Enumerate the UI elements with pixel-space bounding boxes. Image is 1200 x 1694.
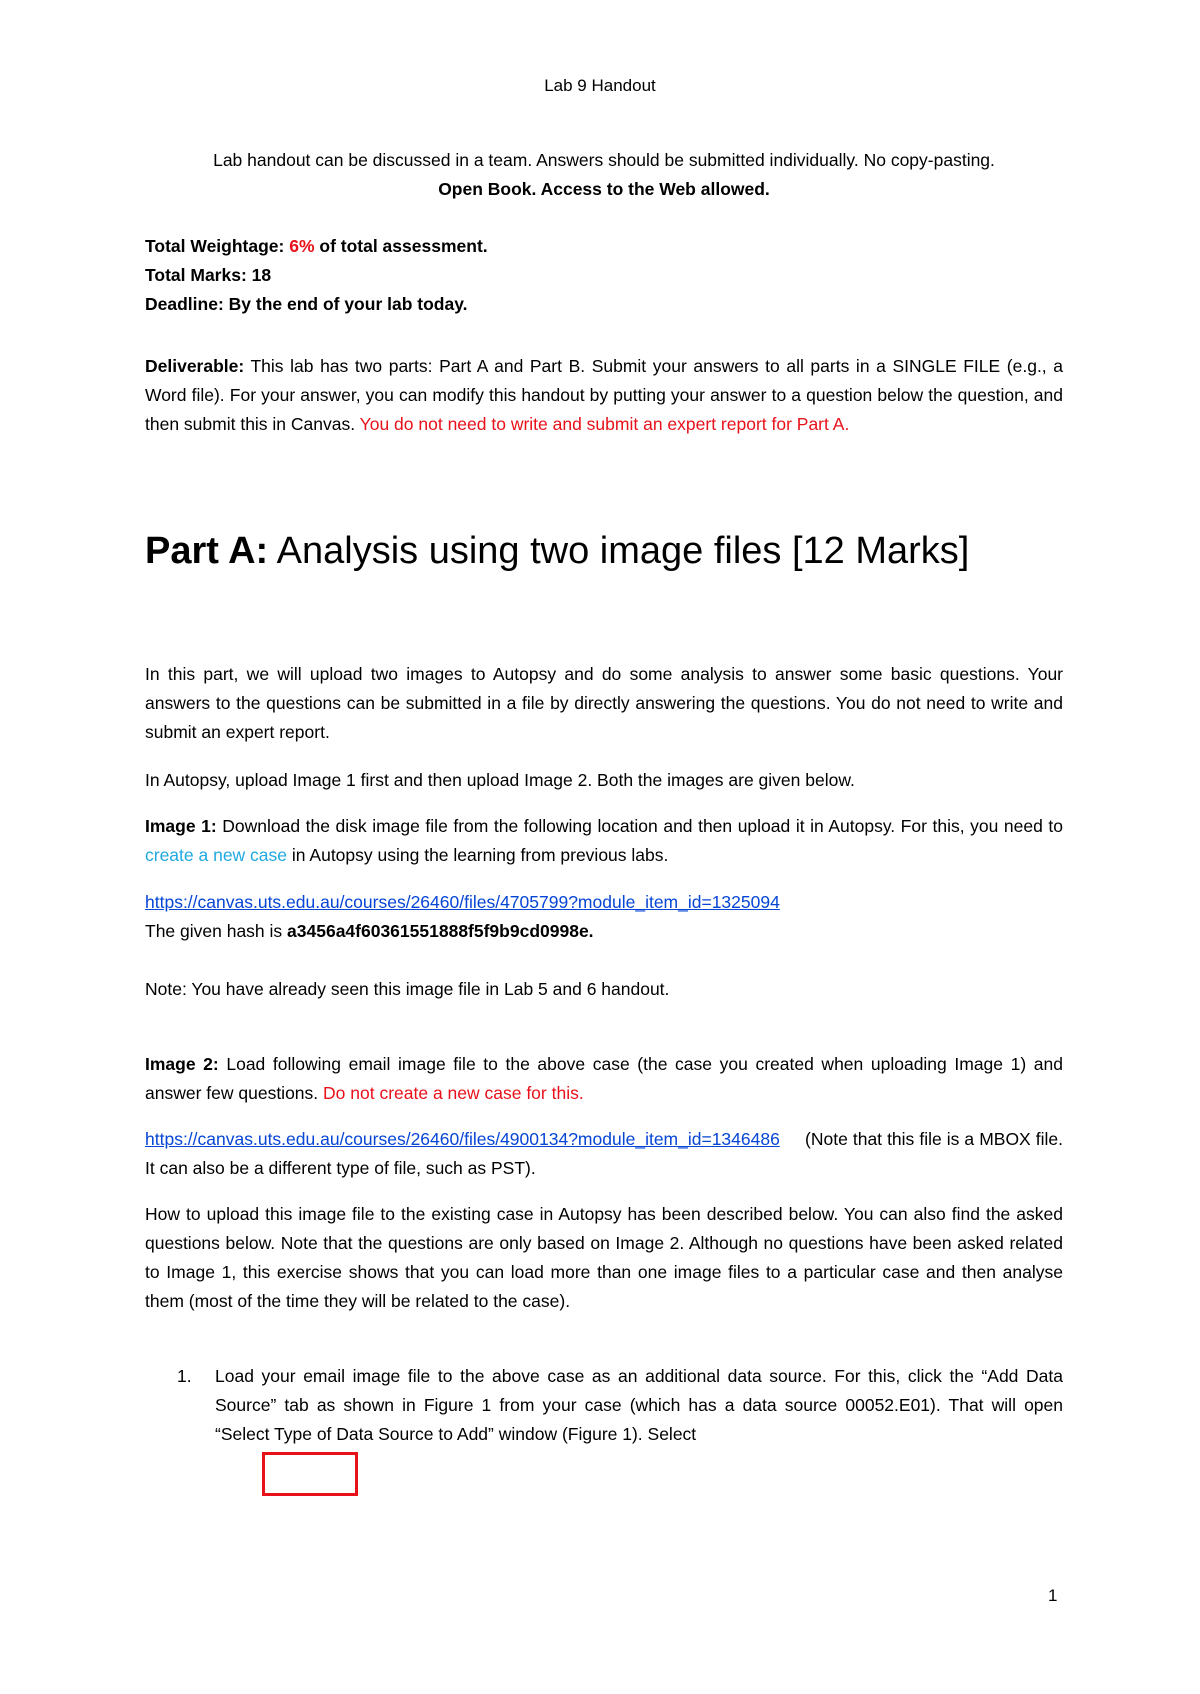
image2-text1: Load following email image file to the above case (the case you created when uploading Image 1) and answer few questions. [145, 1054, 1063, 1103]
part-a-label: Part A: [145, 530, 269, 572]
intro-block [145, 146, 1063, 204]
highlight-box [262, 1452, 358, 1496]
image2-block [145, 1050, 1063, 1108]
image1-text2: in Autopsy using the learning from previous labs. [287, 845, 669, 865]
part-a-heading [145, 520, 1063, 582]
image2-label: Image 2: [145, 1054, 219, 1074]
create-case-link[interactable]: create a new case [145, 845, 288, 865]
image1-url-block [145, 888, 1063, 946]
part-a-para2: In Autopsy, upload Image 1 first and then upload Image 2. Both the images are given below. [145, 770, 855, 790]
image2-para-block [145, 1200, 1063, 1316]
meta-block [145, 232, 1063, 319]
image1-note-block [145, 975, 1063, 1004]
intro-line: Lab handout can be discussed in a team. Answers should be submitted individually. No copy-pasting. [213, 150, 995, 170]
deliverable-text: This lab has two parts: Part A and Part B. Submit your answers to all parts in a SINGLE FILE (e.g., a Word file). For your answer, you can modify this handout by putting your answer to a question below the question, and then submit this in Canvas. [145, 356, 1063, 434]
image2-url-block [145, 1125, 1063, 1183]
part-a-para2-block [145, 766, 1063, 795]
image2-url-link[interactable]: https://canvas.uts.edu.au/courses/26460/files/4900134?module_item_id=1346486 [145, 1129, 780, 1149]
deliverable-warning: You do not need to write and submit an expert report for Part A. [359, 414, 850, 434]
weightage-label: Total Weightage: [145, 236, 290, 256]
image1-url-link[interactable]: https://canvas.uts.edu.au/courses/26460/files/4705799?module_item_id=1325094 [145, 892, 780, 912]
step-number: 1. [177, 1366, 192, 1386]
step-item [177, 1362, 1063, 1449]
hash-prefix: The given hash is [145, 921, 288, 941]
part-a-intro [145, 660, 1063, 747]
deliverable-block [145, 352, 1063, 439]
image2-warning: Do not create a new case for this. [323, 1083, 584, 1103]
image1-text1: Download the disk image file from the following location and then upload it in Autopsy. For this, you need to [216, 816, 1064, 836]
part-a-title: Analysis using two image files [12 Marks] [268, 530, 970, 572]
image2-url-note: (Note that this file is a MBOX file. It can also be a different type of file, such as PST). [145, 1129, 1063, 1178]
image1-block [145, 812, 1063, 870]
deadline: Deadline: By the end of your lab today. [145, 294, 468, 314]
intro-open-book: Open Book. Access to the Web allowed. [438, 179, 770, 199]
image2-para: How to upload this image file to the existing case in Autopsy has been described below. You can also find the asked questions below. Note that the questions are only based on Image 2. Although no questions have been asked related to Image 1, this exercise shows that you can load more than one image files to a particular case and then analyse them (most of the time they will be related to the case). [145, 1204, 1063, 1311]
weightage-suffix: of total assessment. [314, 236, 488, 256]
image1-label: Image 1: [145, 816, 217, 836]
step-text: Load your email image file to the above case as an additional data source. For this, click the “Add Data Source” tab as shown in Figure 1 from your case (which has a data source 00052.E01). That will open “Select Type of Data Source to Add” window (Figure 1). Select [215, 1366, 1063, 1444]
total-marks: Total Marks: 18 [145, 265, 272, 285]
weightage-value: 6% [289, 236, 315, 256]
page-header: Lab 9 Handout [544, 76, 656, 95]
part-a-para1: In this part, we will upload two images to Autopsy and do some analysis to answer some basic questions. Your answers to the questions can be submitted in a file by directly answering the questions. You do not need to write and submit an expert report. [145, 664, 1063, 742]
page-number: 1 [1048, 1586, 1058, 1605]
hash-value: a3456a4f60361551888f5f9b9cd0998e. [287, 921, 594, 941]
deliverable-label: Deliverable: [145, 356, 245, 376]
image1-note: Note: You have already seen this image file in Lab 5 and 6 handout. [145, 979, 670, 999]
